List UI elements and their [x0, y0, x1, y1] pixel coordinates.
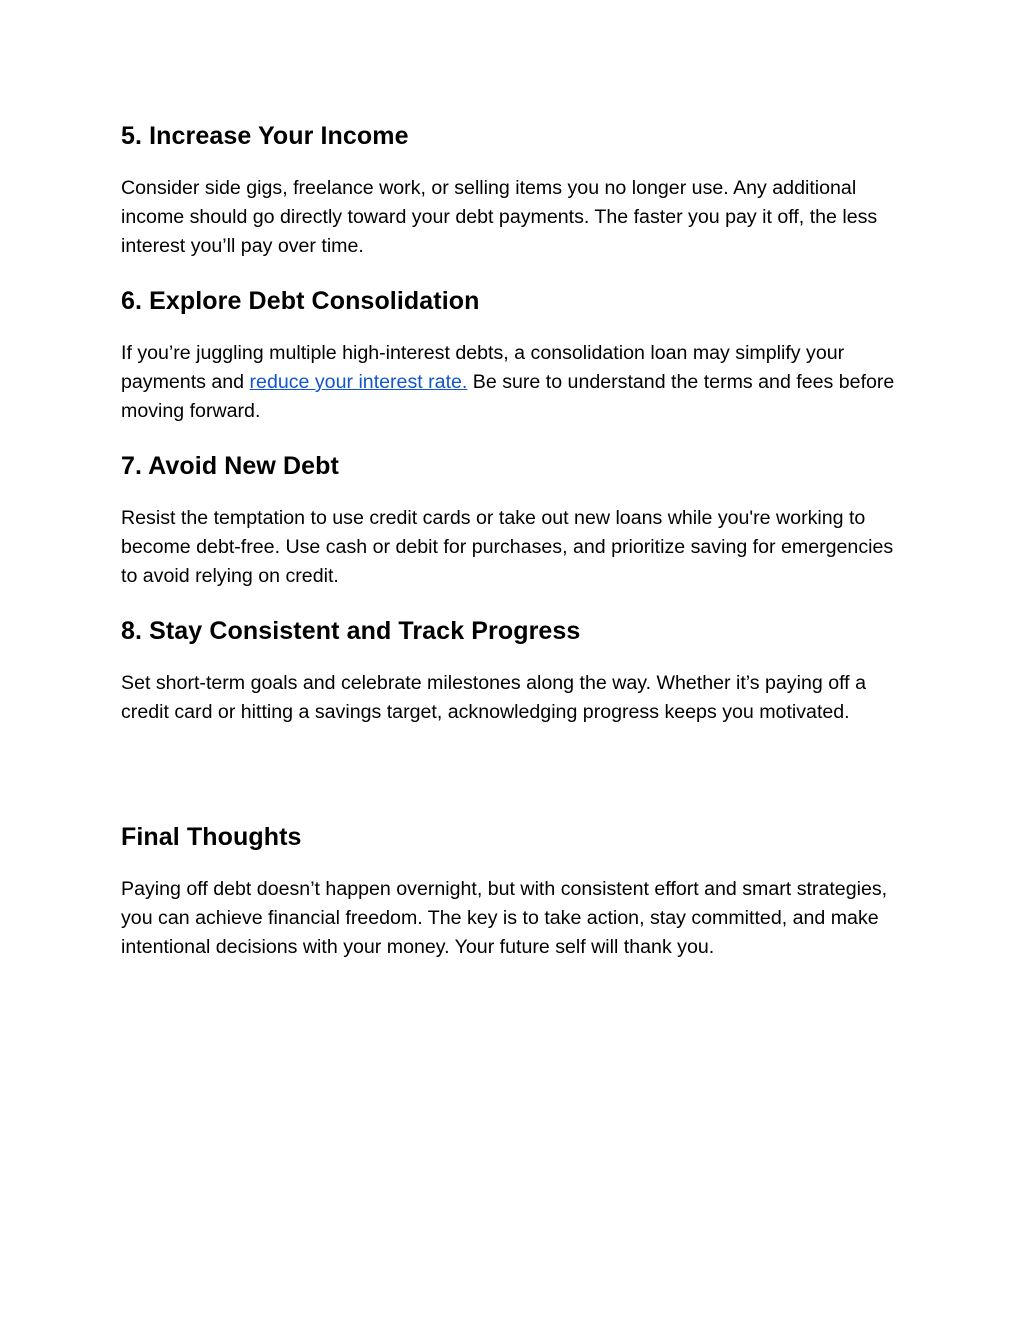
- interest-rate-link[interactable]: reduce your interest rate.: [249, 371, 468, 393]
- section-heading: Final Thoughts: [121, 823, 302, 851]
- section-paragraph: Paying off debt doesn’t happen overnight, but with consistent effort and smart strategies, you can achieve financial freedom. The key is to take action, stay committed, and make intentional decisions with your money. Your future self will thank you.: [121, 878, 888, 958]
- section-paragraph: [121, 339, 911, 426]
- section-paragraph: Set short-term goals and celebrate milestones along the way. Whether it’s paying off a credit card or hitting a savings target, acknowledging progress keeps you motivated.: [121, 672, 866, 723]
- section-paragraph: Resist the temptation to use credit cards or take out new loans while you're working to become debt-free. Use cash or debit for purchases, and prioritize saving for emergencies to avoid relying on credit.: [121, 507, 894, 587]
- paragraph-text-after-link: Be sure to understand the terms and fees before moving forward.: [121, 371, 895, 422]
- section-heading: 6. Explore Debt Consolidation: [121, 287, 480, 315]
- section-heading: 7. Avoid New Debt: [121, 452, 339, 480]
- paragraph-text-before-link: If you’re juggling multiple high-interest debts, a consolidation loan may simplify your payments and: [121, 342, 845, 393]
- section-heading: 8. Stay Consistent and Track Progress: [121, 617, 581, 645]
- section-paragraph: Consider side gigs, freelance work, or selling items you no longer use. Any additional income should go directly toward your debt payments. The faster you pay it off, the less interest you’ll pay over time.: [121, 177, 878, 257]
- section-heading: 5. Increase Your Income: [121, 122, 409, 150]
